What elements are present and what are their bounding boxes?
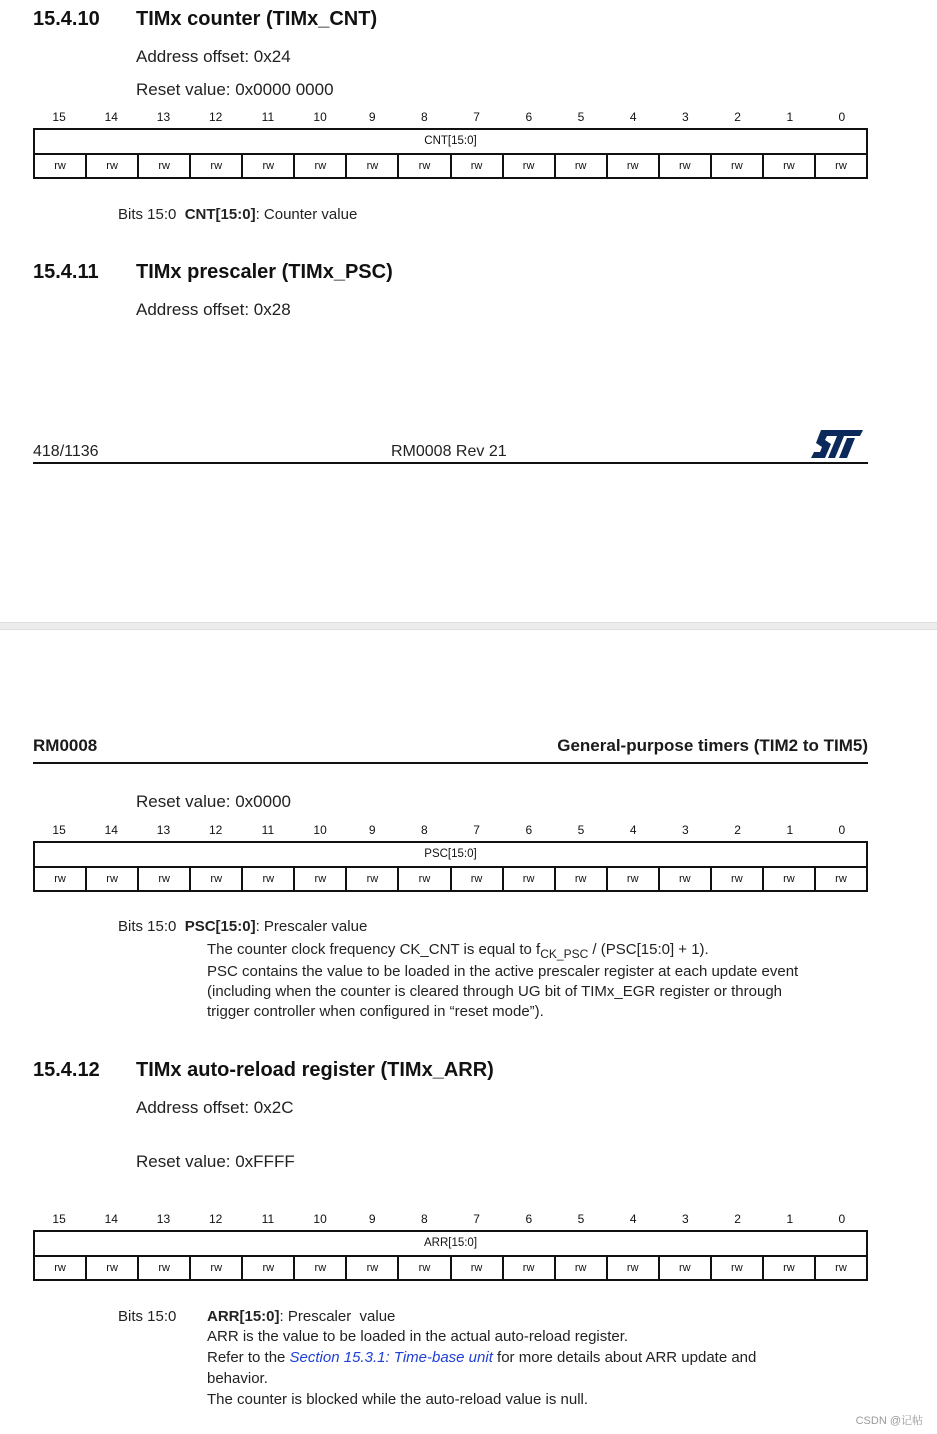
access-cell: rw [35, 868, 87, 890]
bit-number: 2 [734, 823, 741, 837]
section-number: 15.4.12 [33, 1059, 100, 1081]
access-cell: rw [139, 868, 191, 890]
access-cell: rw [835, 160, 847, 172]
bit-number: 1 [786, 1212, 794, 1226]
footer-rule [33, 462, 868, 464]
access-cell: rw [452, 155, 504, 177]
section-heading-psc [33, 261, 393, 284]
text: / (PSC[15:0] + 1). [588, 941, 709, 958]
text: Refer to the [207, 1349, 290, 1366]
arr-desc-line-3: behavior. [207, 1370, 268, 1387]
access-cell: rw [504, 1257, 556, 1279]
doc-revision: RM0008 Rev 21 [391, 443, 507, 460]
access-cell: rw [35, 1257, 87, 1279]
bit-number: 0 [838, 110, 846, 124]
bit-number: 12 [209, 110, 223, 124]
psc-desc-line-2: PSC contains the value to be loaded in the active prescaler register at each update event [207, 963, 799, 980]
access-cell: rw [243, 1257, 295, 1279]
page-separator [0, 622, 937, 630]
section-title: TIMx counter (TIMx_CNT) [136, 8, 378, 30]
bit-number: 3 [682, 823, 689, 837]
access-cell: rw [243, 155, 295, 177]
bit-number: 6 [525, 823, 533, 837]
register-diagram-cnt [33, 110, 868, 179]
access-cell: rw [712, 868, 764, 890]
field-description: : Counter value [255, 206, 358, 223]
bit-number: 1 [786, 110, 794, 124]
psc-desc-line-3: (including when the counter is cleared through UG bit of TIMx_EGR register or through [207, 983, 783, 1000]
bit-number: 5 [577, 1212, 585, 1226]
page-number: 418/1136 [33, 443, 99, 460]
bit-number: 4 [629, 823, 637, 837]
reset-value: Reset value: 0x0000 0000 [136, 80, 334, 99]
section-number: 15.4.11 [33, 261, 99, 283]
bit-number: 8 [421, 110, 428, 124]
access-cell: rw [835, 873, 847, 885]
section-heading-arr [33, 1059, 494, 1082]
bit-number: 2 [734, 110, 741, 124]
access-cell: rw [87, 1257, 139, 1279]
address-offset: Address offset: 0x2C [136, 1098, 294, 1117]
access-cell: rw [295, 868, 347, 890]
bit-number: 15 [52, 110, 66, 124]
bit-number: 11 [261, 1212, 275, 1226]
address-offset: Address offset: 0x28 [136, 300, 291, 319]
access-cell: rw [556, 1257, 608, 1279]
access-cell: rw [608, 868, 660, 890]
bit-number: 3 [682, 1212, 689, 1226]
access-cell: rw [556, 868, 608, 890]
access-cell: rw [660, 1257, 712, 1279]
field-name-cell: ARR[15:0] [35, 1232, 866, 1257]
access-cell: rw [399, 155, 451, 177]
header-chapter-title: General-purpose timers (TIM2 to TIM5) [557, 736, 868, 755]
access-cell: rw [295, 155, 347, 177]
field-name-cell: PSC[15:0] [35, 843, 866, 868]
access-cell: rw [608, 1257, 660, 1279]
register-box [33, 128, 868, 179]
bit-number: 8 [421, 823, 428, 837]
register-box [33, 841, 868, 892]
bit-number: 12 [209, 1212, 223, 1226]
section-title: TIMx prescaler (TIMx_PSC) [136, 261, 393, 283]
bit-number: 7 [473, 110, 480, 124]
bit-number: 10 [313, 110, 327, 124]
bit-number: 15 [52, 823, 66, 837]
access-cell: rw [452, 868, 504, 890]
access-cell: rw [504, 868, 556, 890]
access-cell: rw [452, 1257, 504, 1279]
bit-number: 2 [734, 1212, 741, 1226]
bit-number: 14 [104, 1212, 118, 1226]
subscript: CK_PSC [540, 947, 589, 961]
bit-number: 9 [368, 823, 376, 837]
st-logo-icon [811, 430, 863, 458]
header-rule [33, 762, 868, 764]
access-cell: rw [712, 1257, 764, 1279]
text: The counter clock frequency CK_CNT is equal to f [207, 941, 541, 958]
bit-number: 4 [629, 110, 637, 124]
access-cell: rw [191, 868, 243, 890]
bits-label: Bits 15:0 [118, 206, 177, 223]
bit-number: 13 [156, 110, 171, 124]
access-cell: rw [347, 868, 399, 890]
register-diagram-arr [33, 1212, 868, 1281]
header-doc-id: RM0008 [33, 736, 98, 755]
bit-number: 10 [313, 823, 327, 837]
bit-number: 7 [473, 823, 480, 837]
access-cell: rw [660, 155, 712, 177]
bit-number: 5 [577, 110, 585, 124]
section-number: 15.4.10 [33, 8, 100, 30]
field-name: PSC[15:0] [184, 918, 256, 935]
access-cell: rw [556, 155, 608, 177]
access-cell: rw [347, 155, 399, 177]
bit-number: 4 [629, 1212, 637, 1226]
bit-description-arr [207, 1308, 395, 1325]
access-cell: rw [191, 155, 243, 177]
bit-number: 6 [525, 110, 533, 124]
access-cell: rw [139, 155, 191, 177]
section-link-time-base-unit[interactable]: Section 15.3.1: Time-base unit [289, 1349, 493, 1366]
access-cell: rw [87, 155, 139, 177]
access-cell: rw [608, 155, 660, 177]
access-row [35, 868, 866, 890]
bit-number: 6 [525, 1212, 533, 1226]
bit-description-psc [118, 918, 367, 935]
bit-number: 0 [838, 1212, 846, 1226]
section-title: TIMx auto-reload register (TIMx_ARR) [136, 1059, 494, 1081]
arr-desc-line-4: The counter is blocked while the auto-reload value is null. [207, 1391, 589, 1408]
bit-number: 11 [261, 110, 275, 124]
bit-description-cnt [118, 206, 357, 223]
psc-desc-line-4: trigger controller when configured in “reset mode”). [207, 1003, 544, 1020]
access-cell: rw [35, 155, 87, 177]
bit-number: 5 [577, 823, 585, 837]
arr-desc-line-2 [207, 1349, 756, 1366]
field-description: : Prescaler value [279, 1308, 396, 1325]
bits-label: Bits 15:0 [118, 918, 177, 935]
access-row [35, 155, 866, 177]
bit-number: 10 [313, 1212, 327, 1226]
access-cell: rw [191, 1257, 243, 1279]
access-cell: rw [87, 868, 139, 890]
access-cell: rw [243, 868, 295, 890]
access-cell: rw [399, 1257, 451, 1279]
register-diagram-psc [33, 823, 868, 892]
bits-label-arr: Bits 15:0 [118, 1308, 177, 1325]
access-cell: rw [347, 1257, 399, 1279]
access-cell: rw [399, 868, 451, 890]
reset-value: Reset value: 0xFFFF [136, 1152, 295, 1171]
field-name-cell: CNT[15:0] [35, 130, 866, 155]
bit-number: 0 [838, 823, 846, 837]
access-cell: rw [295, 1257, 347, 1279]
bit-number: 12 [209, 823, 223, 837]
bit-number: 9 [368, 1212, 376, 1226]
bit-number: 15 [52, 1212, 66, 1226]
bit-number: 8 [421, 1212, 428, 1226]
bit-number: 13 [156, 823, 171, 837]
bit-number: 3 [682, 110, 689, 124]
bit-numbers [33, 1212, 868, 1230]
psc-desc-line-1 [207, 941, 709, 961]
section-heading-cnt [33, 8, 377, 31]
access-cell: rw [504, 155, 556, 177]
bit-number: 1 [786, 823, 794, 837]
bit-number: 11 [261, 823, 275, 837]
field-description: : Prescaler value [255, 918, 368, 935]
reset-value: Reset value: 0x0000 [136, 792, 291, 811]
bit-number: 7 [473, 1212, 480, 1226]
text: for more details about ARR update and [492, 1349, 757, 1366]
access-cell: rw [139, 1257, 191, 1279]
arr-desc-line-1: ARR is the value to be loaded in the actual auto-reload register. [207, 1328, 629, 1345]
access-row [35, 1257, 866, 1279]
bit-numbers [33, 823, 868, 841]
bit-number: 14 [104, 110, 118, 124]
access-cell: rw [764, 155, 816, 177]
bit-number: 13 [156, 1212, 171, 1226]
watermark: CSDN @记帖 [855, 1415, 923, 1427]
access-cell: rw [764, 868, 816, 890]
access-cell: rw [660, 868, 712, 890]
bit-number: 14 [104, 823, 118, 837]
register-box [33, 1230, 868, 1281]
access-cell: rw [712, 155, 764, 177]
access-cell: rw [835, 1262, 847, 1274]
address-offset: Address offset: 0x24 [136, 47, 291, 66]
field-name: ARR[15:0] [207, 1308, 280, 1325]
bit-number: 9 [368, 110, 376, 124]
field-name: CNT[15:0] [184, 206, 256, 223]
bit-numbers [33, 110, 868, 128]
access-cell: rw [764, 1257, 816, 1279]
